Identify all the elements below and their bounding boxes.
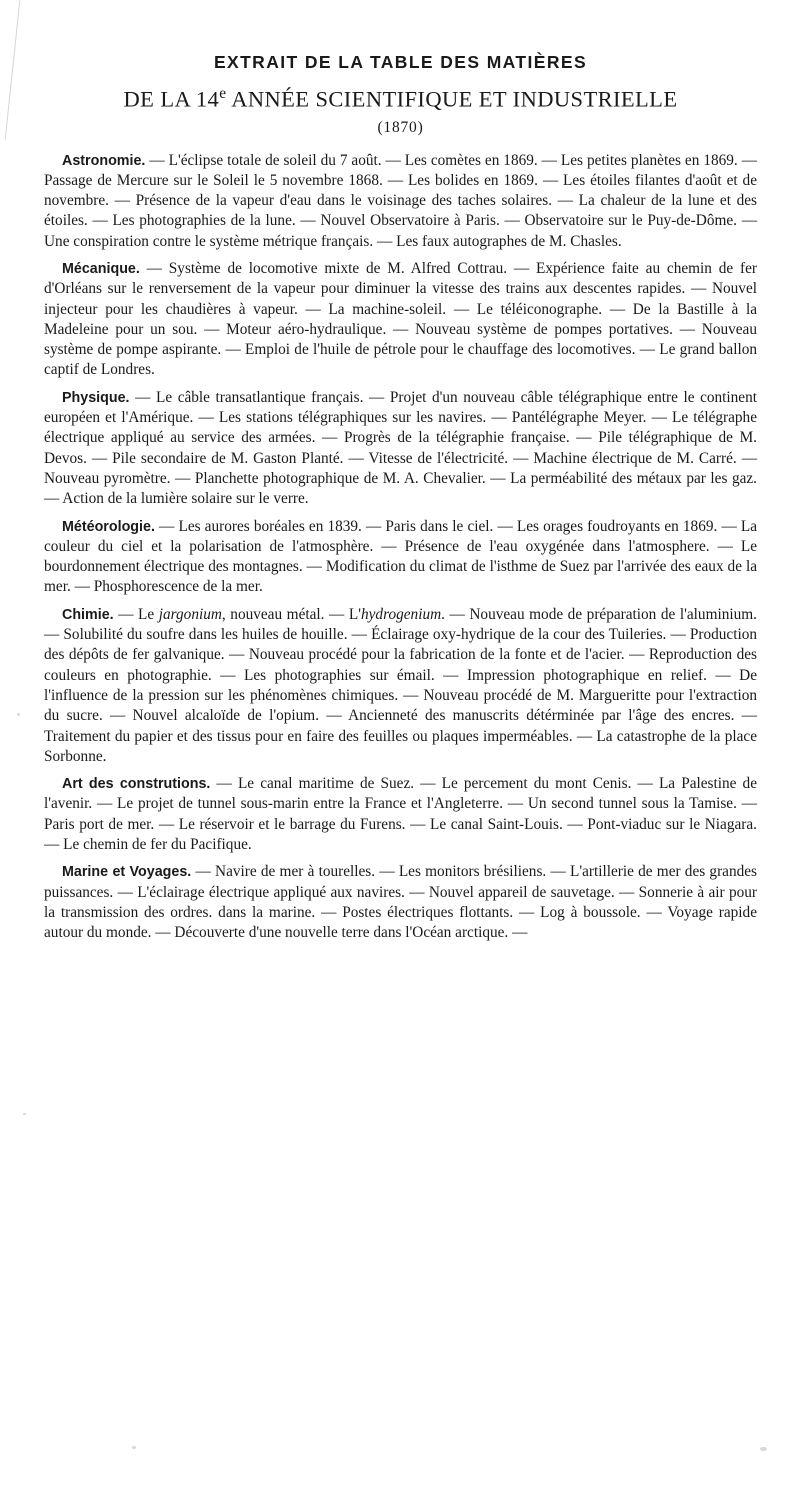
term-hydrogenium: hydrogenium — [360, 605, 442, 623]
section-text-chimie-c: . — Nouveau mode de préparation de l'aluminium. — Solubilité du soufre dans les huiles de houille. — Éclairage oxy-hydrique de la cour des Tuileries. — Production des dépôts de fer galvanique. — Nouveau procédé pour la fabrication de la fonte et de l'acier. — Reproduction des couleurs en photographie. — Les photographies sur émail. — Impression photographique en relief. — De l'influence de la pression sur les phénomènes chimiques. — Nouveau procédé de M. Margueritte pour l'extraction du sucre. — Nouvel alcaloïde de l'opium. — Ancienneté des manuscrits détérminée par l'âge des encres. — Traitement du papier et des tissus pour en faire des feuilles ou plaques imperméables. — La catastrophe de la place Sorbonne. — [44, 605, 757, 765]
subtitle-ordinal-superscript: e — [219, 85, 227, 102]
scan-artifact-speck — [132, 1446, 136, 1449]
section-heading-marine-et-voyages: Marine et Voyages. — [62, 864, 192, 881]
section-text-chimie-b: , nouveau métal. — L' — [221, 605, 361, 623]
section-heading-mecanique: Mécanique. — [62, 260, 140, 277]
section-text-physique: — Le câble transatlantique français. — Projet d'un nouveau câble télégraphique entre le continent européen et l'Amérique. — Les stations télégraphiques sur les navires. — Pantélégraphe Meyer. — Le télégraphe électrique appliqué au service des armées. — Progrès de la télégraphie française. — Pile télégraphique de M. Devos. — Pile secondaire de M. Gaston Planté. — Vitesse de l'électricité. — Machine électrique de M. Carré. — Nouveau pyromètre. — Planchette photographique de M. A. Chevalier. — La perméabilité des métaux par les gaz. — Action de la lumière solaire sur le verre. — [44, 388, 757, 508]
section-text-astronomie: — L'éclipse totale de soleil du 7 août. — Les comètes en 1869. — Les petites planètes en 1869. — Passage de Mercure sur le Soleil le 5 novembre 1868. — Les bolides en 1869. — Les étoiles filantes d'août et de novembre. — Présence de la vapeur d'eau dans le voisinage des taches solaires. — La chaleur de la lune et des étoiles. — Les photographies de la lune. — Nouvel Observatoire à Paris. — Observatoire sur le Puy-de-Dôme. — Une conspiration contre le système métrique français. — Les faux autographes de M. Chasles. — [44, 151, 757, 250]
section-heading-physique: Physique. — [62, 389, 130, 406]
toc-entry-art-des-constructions — [44, 774, 757, 855]
subtitle-post: ANNÉE SCIENTIFIQUE ET INDUSTRIELLE — [226, 86, 678, 112]
section-heading-meteorologie: Météorologie. — [62, 518, 155, 535]
section-text-marine-et-voyages: — Navire de mer à tourelles. — Les monitors brésiliens. — L'artillerie de mer des grandes puissances. — L'éclairage électrique appliqué aux navires. — Nouvel appareil de sauvetage. — Sonnerie à air pour la transmission des ordres. dans la marine. — Postes électriques flottants. — Log à boussole. — Voyage rapide autour du monde. — Découverte d'une nouvelle terre dans l'Océan arctique. — — [44, 863, 757, 942]
scan-artifact-speck — [760, 1447, 767, 1451]
section-text-mecanique: — Système de locomotive mixte de M. Alfred Cottrau. — Expérience faite au chemin de fer d'Orléans sur le renversement de la vapeur pour diminuer la vitesse des trains aux descentes rapides. — Nouvel injecteur pour les chaudières à vapeur. — La machine-soleil. — Le téléiconographe. — De la Bastille à la Madeleine pour un sou. — Moteur aéro-hydraulique. — Nouveau système de pompes portatives. — Nouveau système de pompe aspirante. — Emploi de l'huile de pétrole pour le chauffage des locomotives. — Le grand ballon captif de Londres. — [44, 259, 757, 379]
toc-entry-astronomie — [44, 151, 757, 252]
subtitle-pre: DE LA 14 — [123, 86, 220, 112]
toc-entry-chimie — [44, 605, 757, 767]
section-text-chimie-a: — Le — [113, 605, 159, 623]
page-title: EXTRAIT DE LA TABLE DES MATIÈRES — [213, 52, 588, 72]
toc-entry-physique — [44, 388, 757, 510]
publication-year: (1870) — [377, 118, 424, 136]
toc-entry-mecanique — [44, 259, 757, 381]
toc-entry-meteorologie — [44, 517, 757, 598]
section-heading-chimie: Chimie. — [62, 606, 114, 623]
section-heading-astronomie: Astronomie. — [62, 152, 146, 169]
section-heading-art-des-constructions: Art des construtions. — [62, 776, 211, 793]
toc-entry-marine-et-voyages — [44, 862, 757, 943]
scan-artifact-speck — [17, 713, 20, 716]
term-jargonium: jargonium — [158, 605, 222, 623]
page-subtitle — [44, 85, 757, 113]
scan-artifact-speck — [23, 1113, 26, 1115]
table-of-contents-body — [44, 151, 757, 944]
section-text-meteorologie: — Les aurores boréales en 1839. — Paris dans le ciel. — Les orages foudroyants en 1869. — La couleur du ciel et la polarisation de l'atmosphère. — Présence de l'eau oxygénée dans l'atmosphere. — Le bourdonnement électrique des montagnes. — Modification du climat de l'isthme de Suez par l'arrivée des eaux de la mer. — Phosphorescence de la mer. — [44, 517, 757, 596]
section-text-art-des-constructions: — Le canal maritime de Suez. — Le percement du mont Cenis. — La Palestine de l'avenir. — Le projet de tunnel sous-marin entre la France et l'Angleterre. — Un second tunnel sous la Tamise. — Paris port de mer. — Le réservoir et le barrage du Furens. — Le canal Saint-Louis. — Pont-viaduc sur le Niagara. — Le chemin de fer du Pacifique. — [44, 775, 757, 853]
